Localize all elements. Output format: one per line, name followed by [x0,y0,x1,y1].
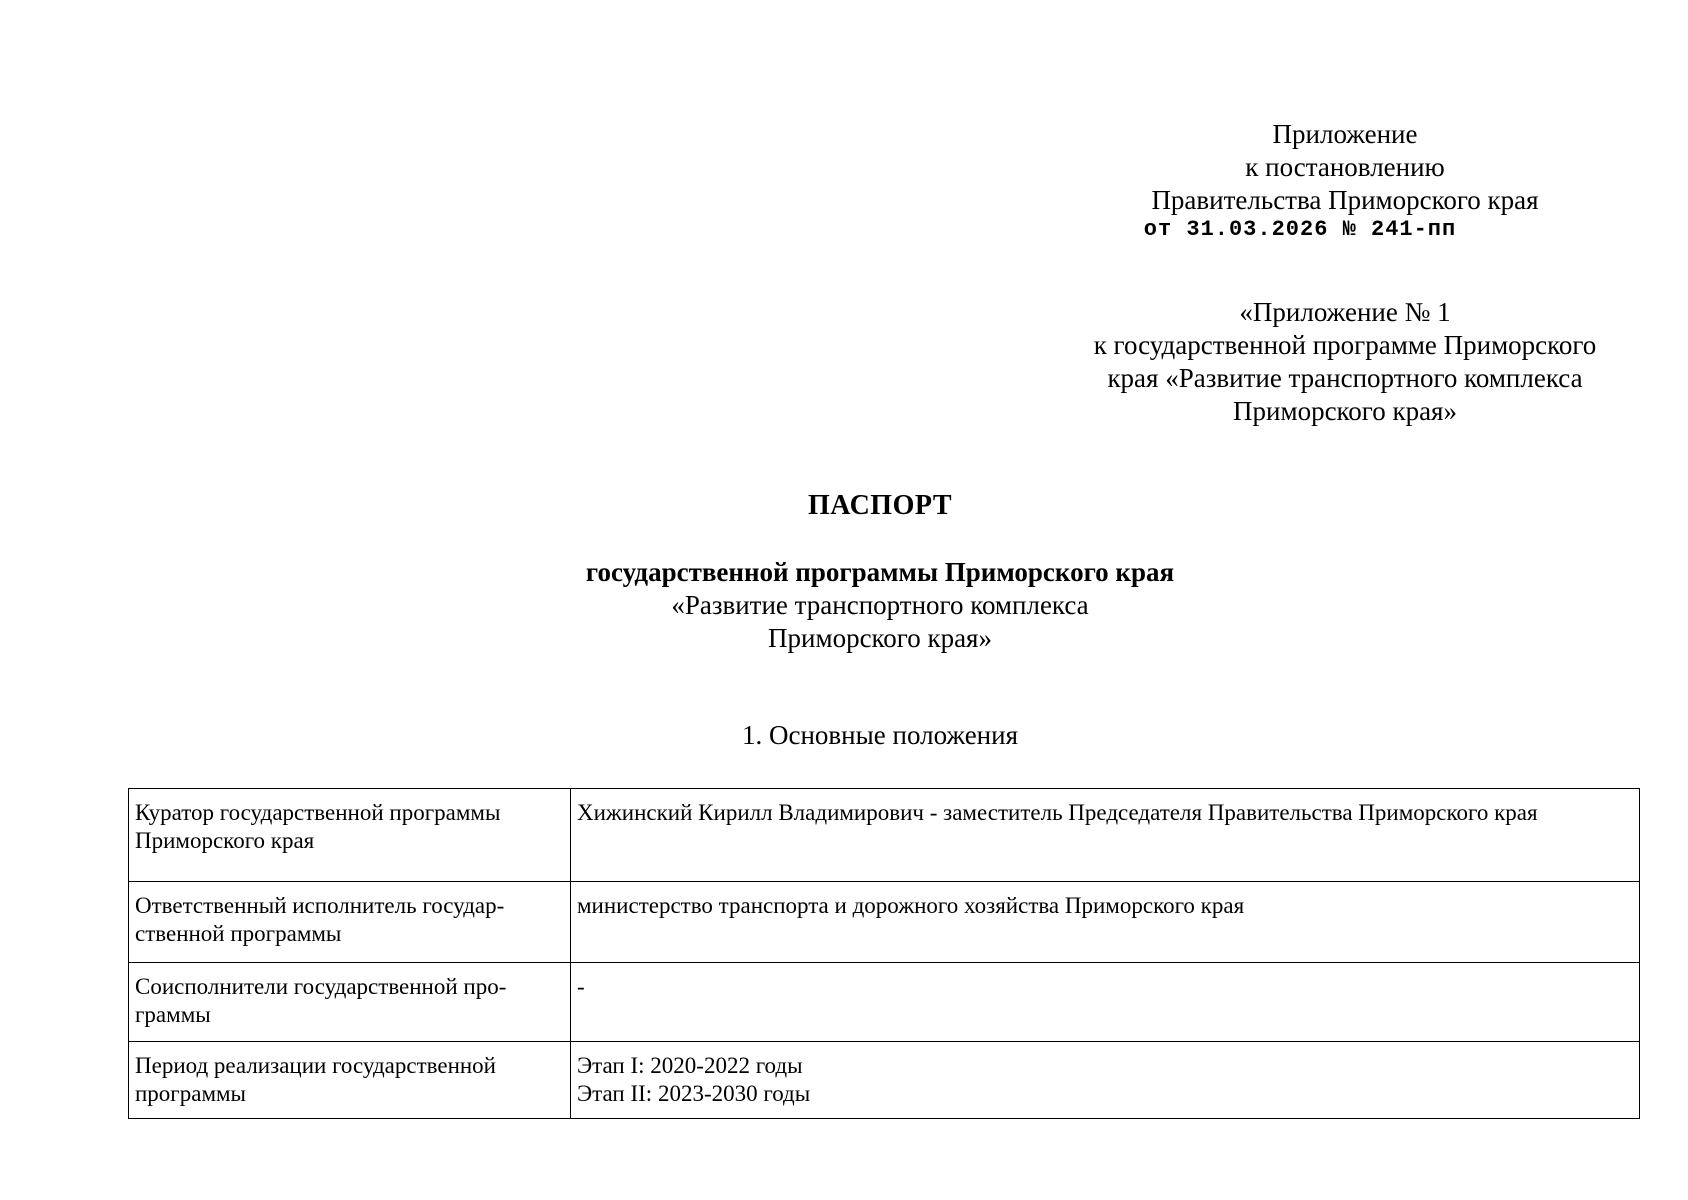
program-attachment-line-4: Приморского края» [1233,396,1457,426]
row-value-line: Хижинский Кирилл Владимирович - заместитель Председателя Правительства Приморского края [577,800,1538,825]
row-value-line: Этап II: 2023-2030 годы [577,1081,811,1106]
section-title: 1. Основные положения [742,720,1018,750]
row-value-line: - [577,974,585,999]
passport-table [128,788,1640,1119]
row-label: Ответственный исполнитель государ-ственной программы [129,882,571,963]
attachment-line-1: Приложение [1272,119,1418,149]
program-attachment-header [1020,296,1670,428]
attachment-line-3: Правительства Приморского края [1151,185,1539,215]
passport-subtitle-line-1: государственной программы Приморского края [585,557,1175,587]
program-attachment-line-1: «Приложение № 1 [1239,297,1451,327]
row-label: Куратор государственной программы Приморского края [129,789,571,882]
attachment-line-2: к постановлению [1245,152,1445,182]
passport-subtitle [480,556,1280,655]
passport-subtitle-line-2: «Развитие транспортного комплекса [671,590,1089,620]
table-row [129,1042,1640,1119]
table-row [129,789,1640,882]
passport-title: ПАСПОРТ [807,490,952,521]
row-label: Соисполнители государственной про-граммы [129,963,571,1042]
attachment-header [1020,118,1670,243]
program-attachment-line-3: края «Развитие транспортного комплекса [1107,363,1583,393]
row-value [571,882,1640,963]
table-row [129,882,1640,963]
row-value-line: Этап I: 2020-2022 годы [577,1053,803,1078]
program-attachment-line-2: к государственной программе Приморского [1093,330,1597,360]
passport-subtitle-line-3: Приморского края» [768,623,992,653]
row-label: Период реализации государственной программы [129,1042,571,1119]
row-value [571,963,1640,1042]
row-value [571,1042,1640,1119]
row-value-line: министерство транспорта и дорожного хозяйства Приморского края [577,893,1245,918]
attachment-date: от 31.03.2026 № 241-пп [1143,217,1457,242]
row-value [571,789,1640,882]
table-row [129,963,1640,1042]
